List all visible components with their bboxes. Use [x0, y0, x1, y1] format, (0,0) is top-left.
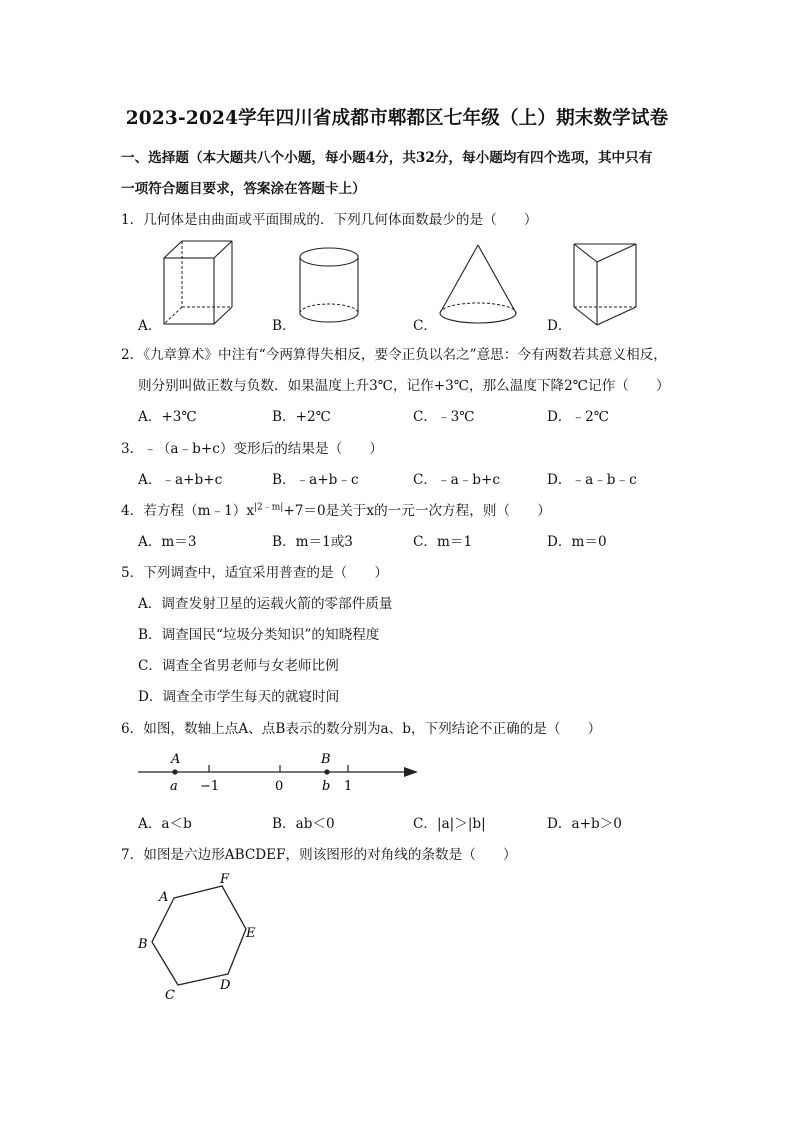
vertex-f-label: F	[220, 872, 230, 887]
value-b-label: b	[322, 779, 331, 794]
q4-stem	[121, 499, 551, 519]
q6-option-a: A．a＜b	[138, 816, 192, 832]
hexagon-figure	[130, 868, 260, 1006]
q3-option-d: D．﹣a﹣b﹣c	[547, 472, 637, 488]
q3-option-b: B．﹣a+b﹣c	[272, 472, 359, 488]
point-b-dot	[324, 769, 329, 774]
q3-stem: 3．﹣（a﹣b+c）变形后的结果是（ ）	[121, 441, 383, 457]
q2-option-d: D．﹣2℃	[547, 409, 609, 425]
q1-option-c-label: C．	[413, 318, 437, 334]
section-heading-line2: 一项符合题目要求，答案涂在答题卡上）	[121, 181, 366, 197]
q5-option-d: D．调查全市学生每天的就寝时间	[138, 689, 340, 705]
q2-stem-line1: 2．《九章算术》中注有“今两算得失相反，要令正负以名之”意思：今有两数若其意义相反，	[121, 347, 667, 363]
q1-option-d-label: D．	[547, 318, 572, 334]
q3-option-a: A．﹣a+b+c	[138, 472, 223, 488]
q7-stem: 7．如图是六边形ABCDEF，则该图形的对角线的条数是（ ）	[121, 847, 517, 863]
cone-figure	[436, 243, 520, 329]
point-a-dot	[172, 769, 177, 774]
vertex-b-label: B	[138, 937, 148, 952]
q4-stem-pre: 4．若方程（m﹣1）x	[121, 503, 255, 519]
q1-option-b-label: B．	[272, 318, 296, 334]
q5-option-a: A．调查发射卫星的运载火箭的零部件质量	[138, 596, 393, 612]
triangular-prism-figure	[570, 240, 642, 330]
vertex-a-label: A	[159, 890, 169, 905]
q4-option-b: B．m＝1或3	[272, 534, 353, 550]
cuboid-figure	[160, 238, 236, 328]
arrow-right-icon	[404, 767, 418, 777]
number-line-figure	[136, 748, 420, 796]
section-heading-line1: 一、选择题（本大题共八个小题，每小题4分，共32分，每小题均有四个选项，其中只有	[121, 150, 653, 166]
cylinder-figure	[296, 245, 364, 329]
q4-stem-post: +7＝0是关于x的一元一次方程，则（ ）	[283, 503, 551, 519]
vertex-e-label: E	[246, 926, 256, 941]
tick-1-label: 1	[344, 779, 353, 794]
q2-option-a: A．+3℃	[138, 409, 197, 425]
q6-option-d: D．a+b＞0	[547, 816, 622, 832]
q4-option-d: D．m＝0	[547, 534, 607, 550]
q6-option-c: C．|a|＞|b|	[413, 816, 486, 832]
q5-option-c: C．调查全省男老师与女老师比例	[138, 658, 339, 674]
vertex-d-label: D	[220, 978, 231, 993]
page-title: 2023-2024学年四川省成都市郫都区七年级（上）期末数学试卷	[125, 108, 669, 129]
q4-option-a: A．m＝3	[138, 534, 197, 550]
q2-option-b: B．+2℃	[272, 409, 331, 425]
point-b-label: B	[321, 752, 331, 767]
q2-stem-line2: 则分别叫做正数与负数．如果温度上升3℃，记作+3℃，那么温度下降2℃记作（ ）	[138, 378, 670, 394]
q5-stem: 5．下列调查中，适宜采用普查的是（ ）	[121, 565, 388, 581]
vertex-c-label: C	[165, 988, 175, 1003]
q4-exponent: |2﹣m|	[254, 502, 284, 513]
q1-option-a-label: A．	[138, 318, 162, 334]
q1-stem: 1．几何体是由曲面或平面围成的．下列几何体面数最少的是（ ）	[121, 212, 538, 228]
value-a-label: a	[170, 779, 178, 794]
tick-0-label: 0	[275, 779, 284, 794]
q6-stem: 6．如图，数轴上点A、点B表示的数分别为a、b，下列结论不正确的是（ ）	[121, 721, 602, 737]
q5-option-b: B．调查国民“垃圾分类知识”的知晓程度	[138, 627, 380, 643]
q3-option-c: C．﹣a﹣b+c	[413, 472, 500, 488]
q2-option-c: C．﹣3℃	[413, 409, 475, 425]
q4-option-c: C．m＝1	[413, 534, 473, 550]
point-a-label: A	[171, 752, 181, 767]
q6-option-b: B．ab＜0	[272, 816, 335, 832]
tick-neg1-label: −1	[200, 779, 220, 794]
